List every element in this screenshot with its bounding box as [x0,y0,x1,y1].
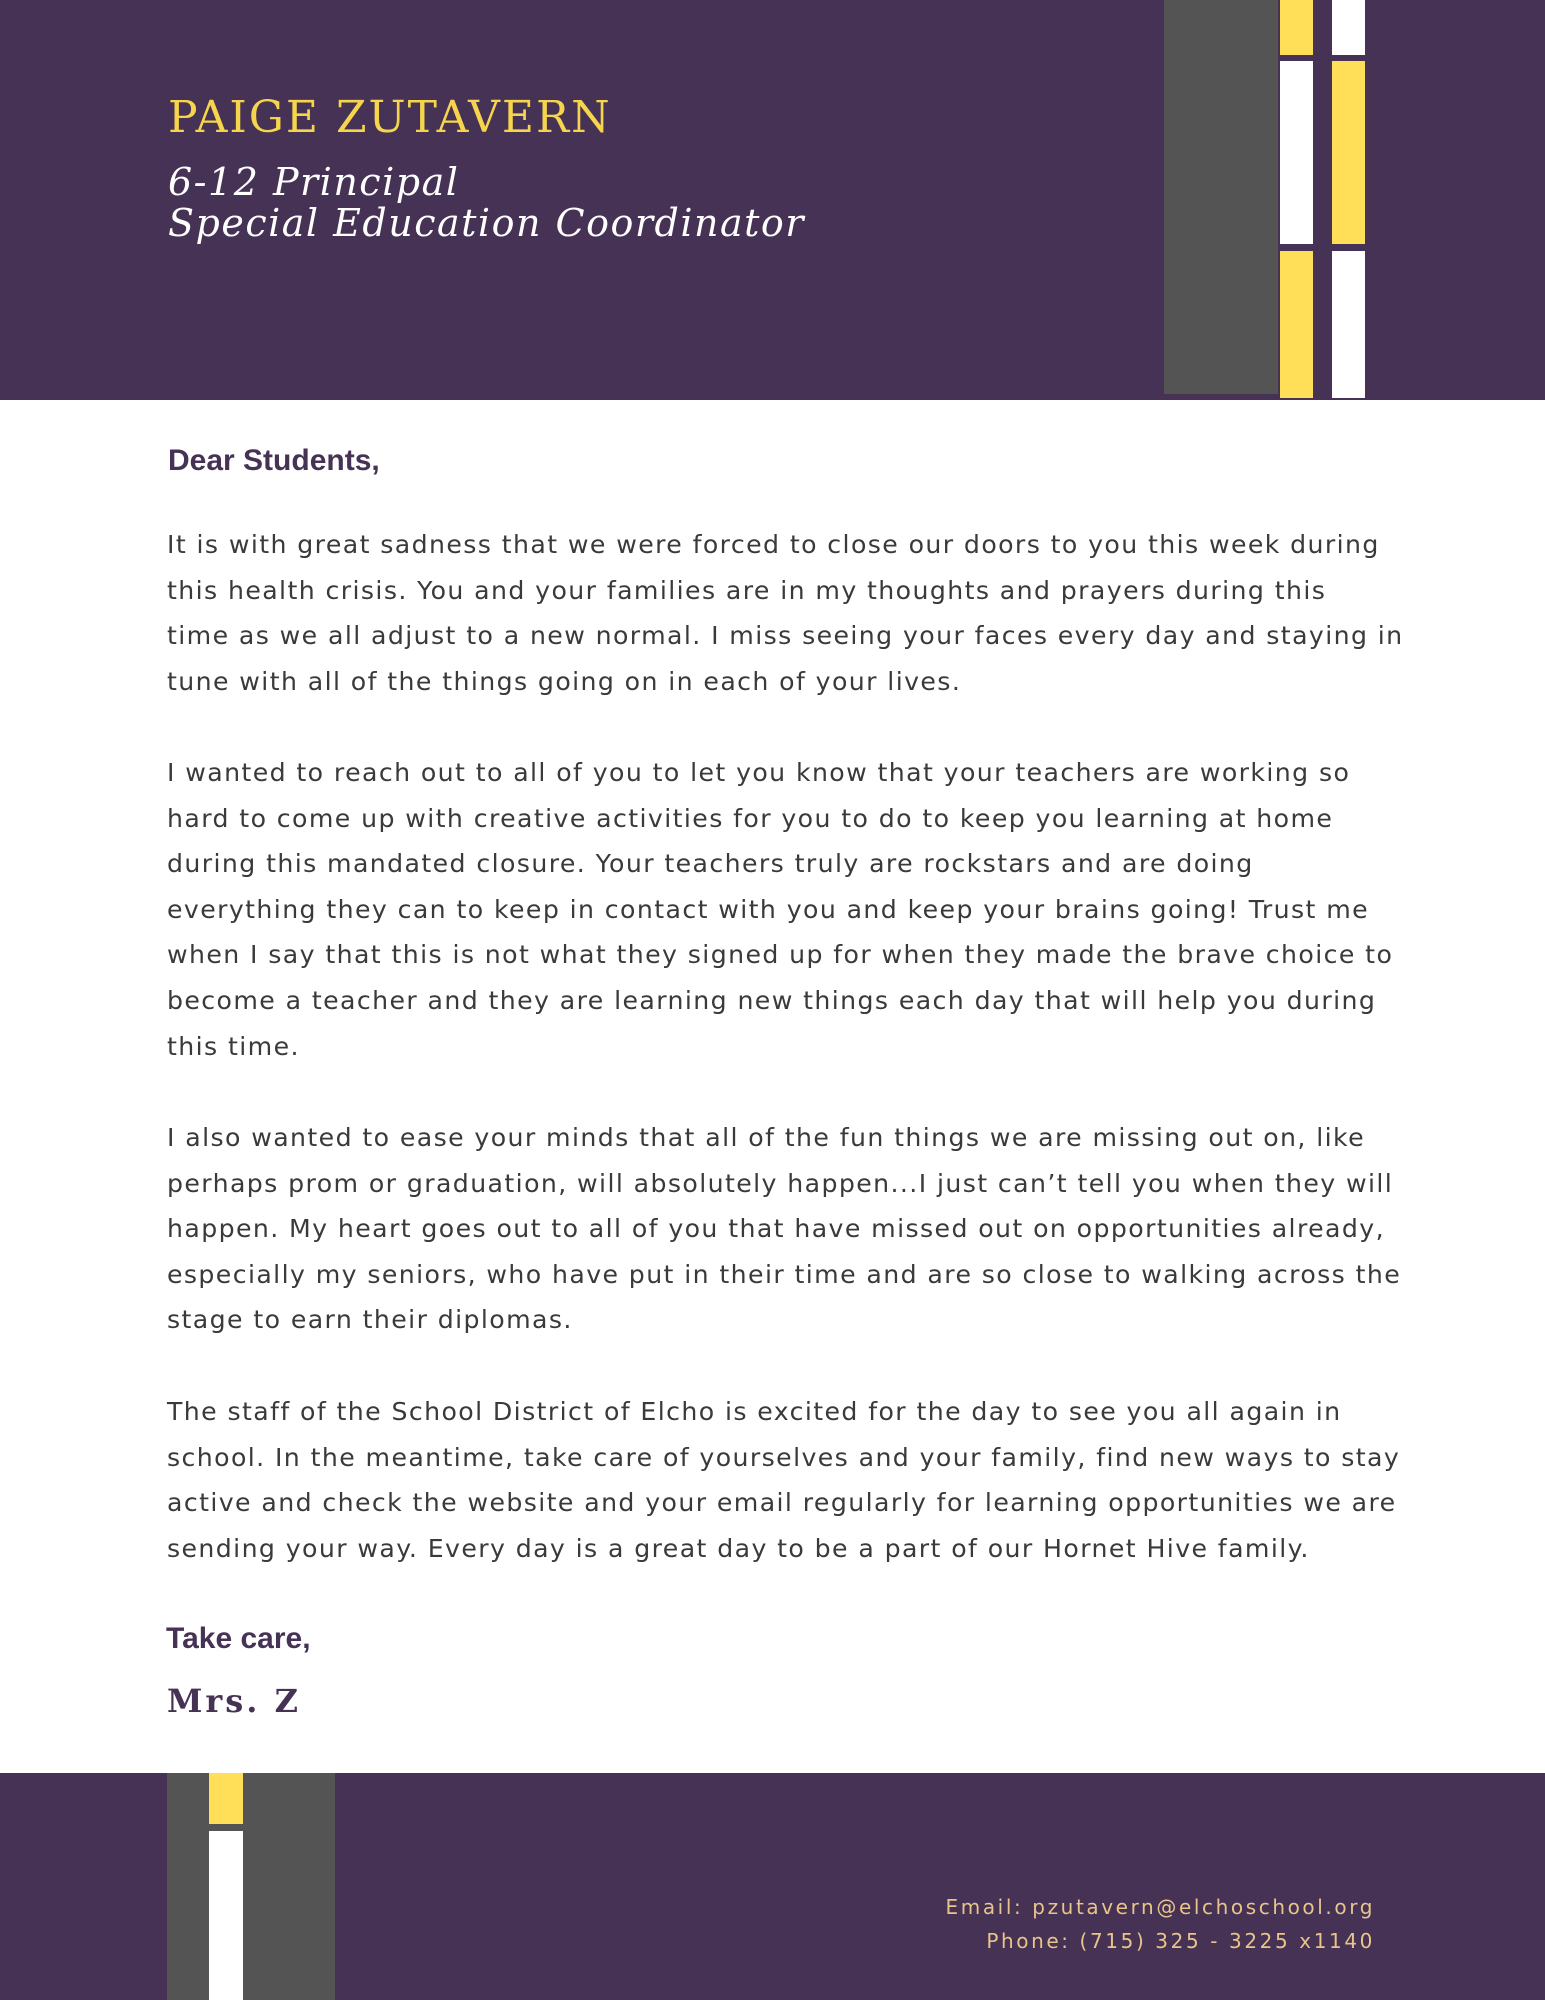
sender-title-principal: 6-12 Principal [168,160,460,204]
letter-paragraph: I wanted to reach out to all of you to let you know that your teachers are working so hard to come up with creative activities for you to do to keep you learning at home during this mandated closure. Your teachers truly are rockstars and are doing everything they can to keep in contact with you and keep your brains going! Trust me when I say that this is not what they signed up for when they made the brave choice to become a teacher and they are learning new things each day that will help you during this time. [167,758,1394,1061]
header-decor-white-bar [1280,61,1313,244]
contact-phone: Phone: (715) 325 - 3225 x1140 [986,1929,1375,1953]
header-decor-white-bar [1332,0,1365,55]
sender-title-coordinator: Special Education Coordinator [168,201,805,245]
letter-paragraph: I also wanted to ease your minds that all of the fun things we are missing out on, like perhaps prom or graduation, will absolutely happen...I just can’t tell you when they will happen. My heart goes out to all of you that have missed out on opportunities already, especially my seniors, who have put in their time and are so close to walking across the stage to earn their diplomas. [167,1123,1402,1335]
letter-paragraph: The staff of the School District of Elcho is excited for the day to see you all again in school. In the meantime, take care of yourselves and your family, find new ways to stay active and check the website and your email regularly for learning opportunities we are sending your way. Every day is a great day to be a part of our Hornet Hive family. [167,1397,1401,1563]
contact-email: Email: pzutavern@elchoschool.org [945,1895,1375,1919]
header-decor-white-bar [1332,251,1365,398]
footer-decor-yellow-bar [209,1773,243,1824]
letter-signature: Mrs. Z [167,1682,301,1720]
letter-paragraph: It is with great sadness that we were forced to close our doors to you this week during this health crisis. You and your families are in my thoughts and prayers during this time as we all adjust to a new normal. I miss seeing your faces every day and staying in tune with all of the things going on in each of your lives. [167,530,1404,696]
sender-name: PAIGE ZUTAVERN [168,92,612,143]
header-decor-gray-block [1164,0,1278,394]
header-decor-yellow-bar [1332,61,1365,244]
letter-closing: Take care, [166,1622,311,1655]
footer-decor-gray-block [167,1773,335,2000]
header-decor-yellow-bar [1280,0,1313,55]
header-decor-yellow-bar [1280,251,1313,398]
footer-decor-white-bar [209,1831,243,2000]
letter-salutation: Dear Students, [168,444,380,477]
